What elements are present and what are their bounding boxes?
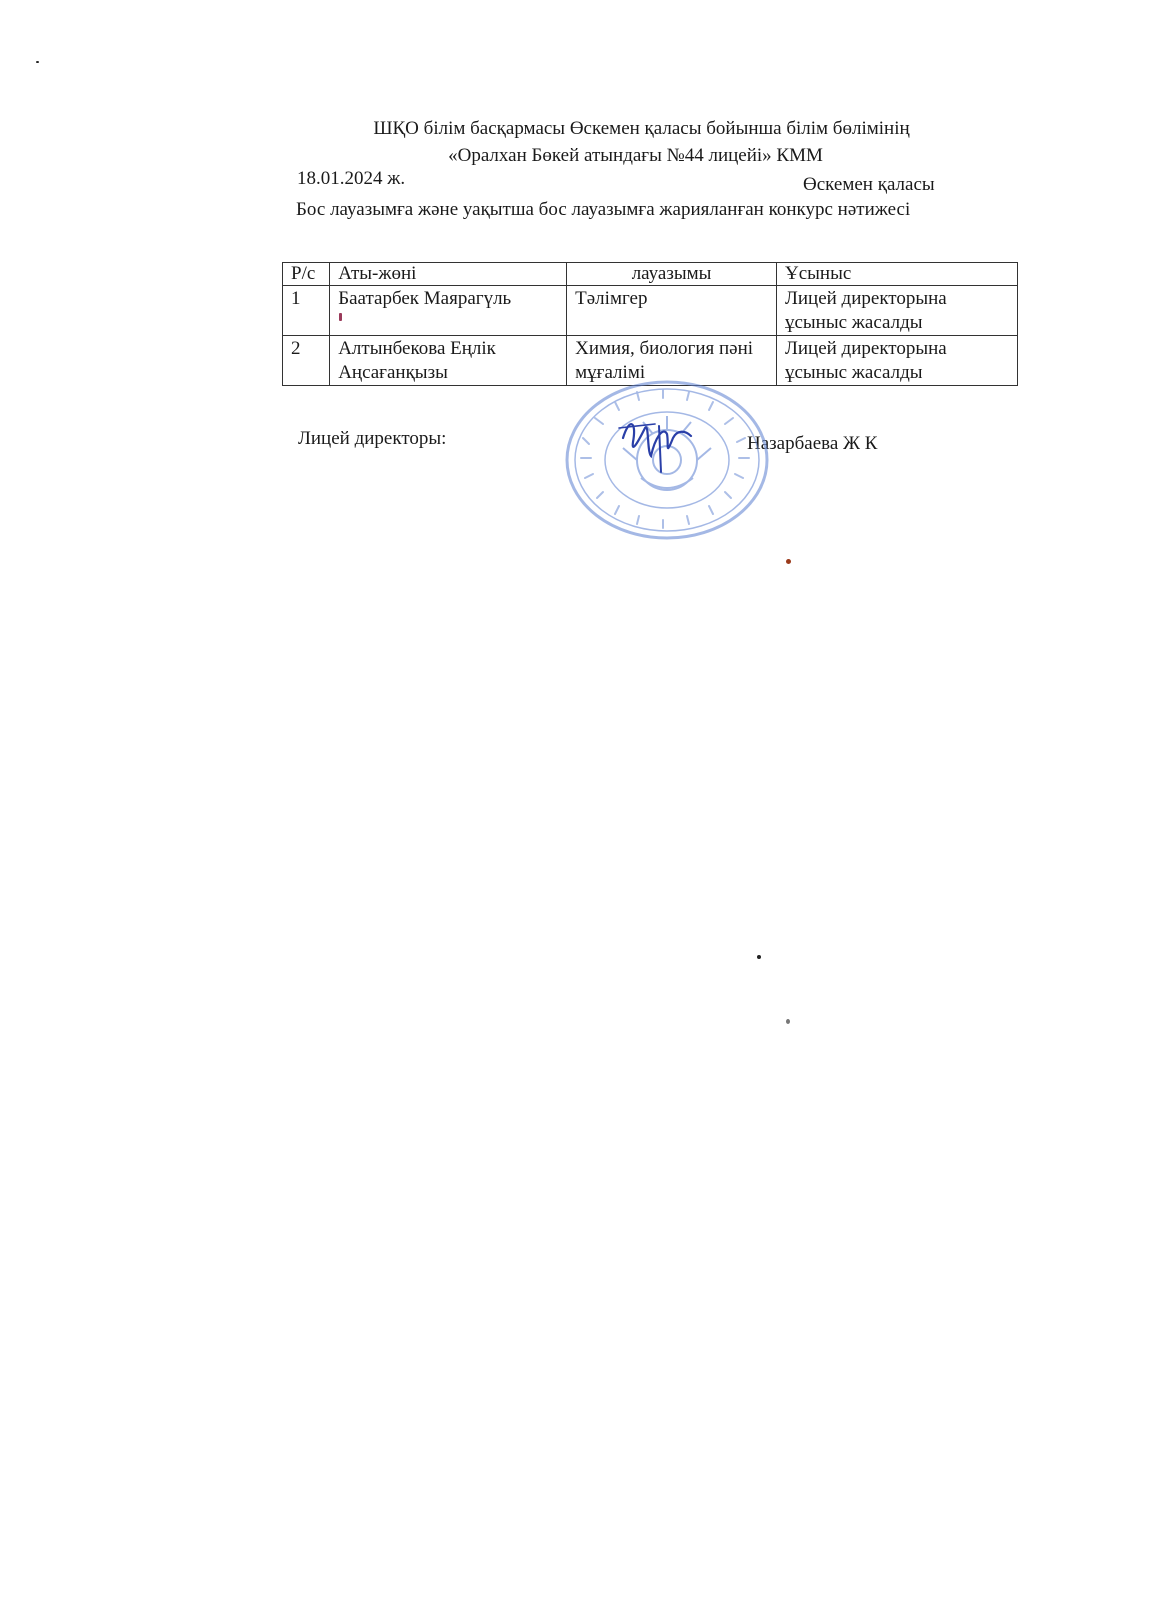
cell-number: 1 [283,286,330,336]
table-header-row [283,263,1018,286]
cell-name: Алтынбекова Еңлік Аңсағанқызы [330,336,567,386]
column-header-number: Р/с [283,263,330,286]
column-header-name: Аты-жөні [330,263,567,286]
scan-speck [36,61,39,63]
column-header-position: лауазымы [567,263,777,286]
document-date: 18.01.2024 ж. [297,168,406,189]
results-table [282,262,1018,386]
handwritten-signature-icon [615,408,700,478]
cell-position: Тәлімгер [567,286,777,336]
cell-recommendation: Лицей директорына ұсыныс жасалды [776,336,1017,386]
column-header-recommendation: Ұсыныс [776,263,1017,286]
cell-recommendation: Лицей директорына ұсыныс жасалды [776,286,1017,336]
cell-position: Химия, биология пәні мұғалімі [567,336,777,386]
header-organization: ШҚО білім басқармасы Өскемен қаласы бойынша білім бөлімінің [373,118,910,139]
signer-title: Лицей директоры: [298,428,447,449]
table-row [283,286,1018,336]
cell-name: Баатарбек Маярагүль [330,286,567,336]
document-title: Бос лауазымға және уақытша бос лауазымға жарияланған конкурс нәтижесі [296,199,911,220]
cell-number: 2 [283,336,330,386]
scan-speck [786,1019,790,1024]
scan-speck [786,559,791,564]
signer-name: Назарбаева Ж К [747,433,878,454]
scan-speck [757,955,761,959]
scan-speck [339,313,342,321]
document-city: Өскемен қаласы [803,174,935,195]
header-school-name: «Оралхан Бөкей атындағы №44 лицейі» КММ [448,145,823,166]
